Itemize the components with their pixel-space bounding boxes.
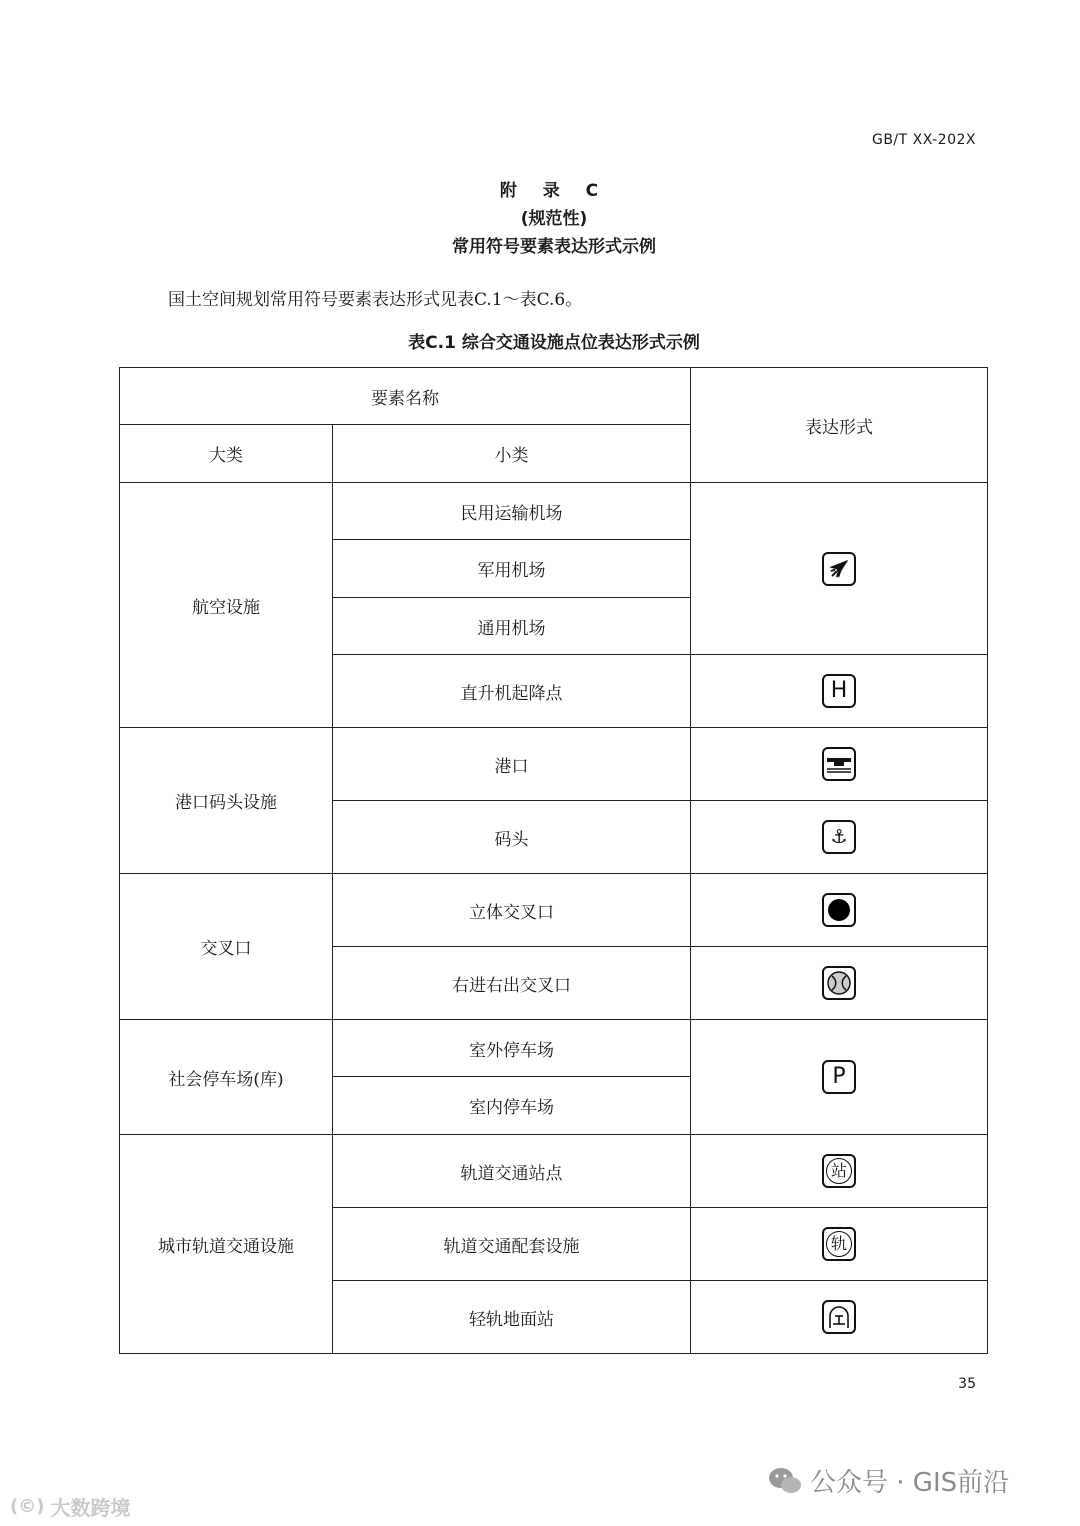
parking-icon: P (822, 1060, 856, 1094)
table-row (120, 1135, 988, 1208)
table-caption: 表C.1 综合交通设施点位表达形式示例 (408, 333, 700, 353)
normative-label: (规范性) (520, 209, 588, 229)
heliport-icon: H (822, 674, 856, 708)
symbol-cell (691, 1020, 988, 1135)
intro-paragraph: 国土空间规划常用符号要素表达形式见表C.1～表C.6。 (168, 290, 583, 310)
minor-cell: 轻轨地面站 (333, 1281, 691, 1354)
watermark-left-text: 大数跨境 (50, 1496, 131, 1520)
light-rail-icon (822, 1300, 856, 1334)
header-minor: 小类 (333, 425, 691, 483)
airplane-icon (822, 552, 856, 586)
symbol-cell (691, 655, 988, 728)
table-header-row (120, 368, 988, 425)
symbol-cell (691, 1208, 988, 1281)
symbol-cell (691, 947, 988, 1020)
table-row (120, 483, 988, 540)
symbol-cell (691, 801, 988, 874)
header-element-name: 要素名称 (120, 368, 691, 425)
minor-cell: 室外停车场 (333, 1020, 691, 1077)
standard-code: GB/T XX-202X (871, 132, 976, 148)
major-cell: 航空设施 (120, 483, 333, 728)
table-row (120, 874, 988, 947)
rail-facility-icon: 轨 (822, 1227, 856, 1261)
major-cell: 城市轨道交通设施 (120, 1135, 333, 1354)
minor-cell: 军用机场 (333, 540, 691, 598)
symbol-table (119, 367, 988, 1354)
symbol-cell (691, 728, 988, 801)
watermark-right-text: 公众号 · GIS前沿 (810, 1468, 1010, 1498)
symbol-cell (691, 1281, 988, 1354)
symbol-cell (691, 483, 988, 655)
minor-cell: 民用运输机场 (333, 483, 691, 540)
page-number: 35 (958, 1376, 976, 1392)
table-row (120, 728, 988, 801)
header-expression: 表达形式 (691, 368, 988, 483)
appendix-subject: 常用符号要素表达形式示例 (452, 237, 656, 257)
port-icon (822, 747, 856, 781)
anchor-icon: ⚓ (822, 820, 856, 854)
wechat-icon (768, 1466, 802, 1496)
symbol-cell (691, 1135, 988, 1208)
symbol-cell (691, 874, 988, 947)
minor-cell: 直升机起降点 (333, 655, 691, 728)
minor-cell: 轨道交通站点 (333, 1135, 691, 1208)
rail-station-icon: 站 (822, 1154, 856, 1188)
table-row (120, 1020, 988, 1077)
minor-cell: 通用机场 (333, 598, 691, 655)
major-cell: 交叉口 (120, 874, 333, 1020)
minor-cell: 码头 (333, 801, 691, 874)
minor-cell: 港口 (333, 728, 691, 801)
brand-logo-icon: (©) (10, 1496, 45, 1517)
appendix-title: 附 录 C (499, 181, 609, 201)
major-cell: 港口码头设施 (120, 728, 333, 874)
filled-circle-icon (822, 893, 856, 927)
header-major: 大类 (120, 425, 333, 483)
minor-cell: 轨道交通配套设施 (333, 1208, 691, 1281)
watermark-right (768, 1462, 1009, 1499)
minor-cell: 右进右出交叉口 (333, 947, 691, 1020)
crossed-circle-icon (822, 966, 856, 1000)
major-cell: 社会停车场(库) (120, 1020, 333, 1135)
minor-cell: 室内停车场 (333, 1077, 691, 1135)
watermark-left (10, 1492, 130, 1521)
minor-cell: 立体交叉口 (333, 874, 691, 947)
